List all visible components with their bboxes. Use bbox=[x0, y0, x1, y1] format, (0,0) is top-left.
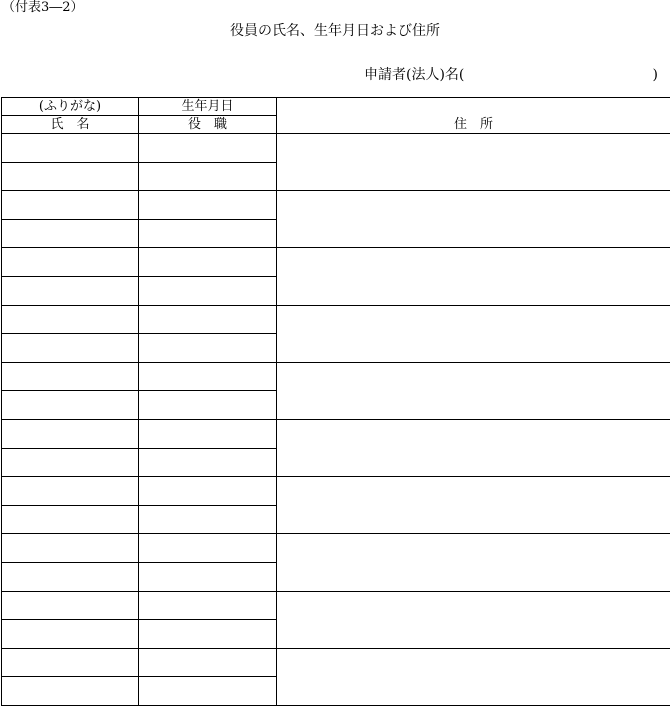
header-furigana: (ふりがな) bbox=[2, 98, 139, 116]
address-cell[interactable] bbox=[277, 648, 670, 705]
header-address: 住 所 bbox=[277, 98, 670, 134]
furigana-cell[interactable] bbox=[2, 591, 139, 620]
birthdate-cell[interactable] bbox=[139, 534, 277, 563]
furigana-cell[interactable] bbox=[2, 477, 139, 506]
position-cell[interactable] bbox=[139, 562, 277, 591]
address-cell[interactable] bbox=[277, 134, 670, 191]
header-name: 氏 名 bbox=[2, 116, 139, 134]
appendix-label: （付表3―2） bbox=[2, 0, 84, 16]
name-cell[interactable] bbox=[2, 219, 139, 248]
furigana-cell[interactable] bbox=[2, 305, 139, 334]
header-position: 役 職 bbox=[139, 116, 277, 134]
applicant-name-line bbox=[364, 66, 658, 84]
furigana-cell[interactable] bbox=[2, 419, 139, 448]
birthdate-cell[interactable] bbox=[139, 191, 277, 220]
furigana-cell[interactable] bbox=[2, 191, 139, 220]
furigana-cell[interactable] bbox=[2, 534, 139, 563]
address-cell[interactable] bbox=[277, 477, 670, 534]
birthdate-cell[interactable] bbox=[139, 591, 277, 620]
officer-row-upper bbox=[2, 305, 670, 334]
header-row-top bbox=[2, 98, 670, 116]
birthdate-cell[interactable] bbox=[139, 419, 277, 448]
address-cell[interactable] bbox=[277, 362, 670, 419]
address-cell[interactable] bbox=[277, 248, 670, 305]
name-cell[interactable] bbox=[2, 276, 139, 305]
position-cell[interactable] bbox=[139, 219, 277, 248]
furigana-cell[interactable] bbox=[2, 248, 139, 277]
birthdate-cell[interactable] bbox=[139, 477, 277, 506]
position-cell[interactable] bbox=[139, 620, 277, 649]
officer-row-upper bbox=[2, 648, 670, 677]
officer-row-upper bbox=[2, 248, 670, 277]
furigana-cell[interactable] bbox=[2, 134, 139, 163]
officer-row-upper bbox=[2, 134, 670, 163]
position-cell[interactable] bbox=[139, 276, 277, 305]
name-cell[interactable] bbox=[2, 562, 139, 591]
name-cell[interactable] bbox=[2, 162, 139, 191]
officer-row-upper bbox=[2, 419, 670, 448]
address-cell[interactable] bbox=[277, 191, 670, 248]
position-cell[interactable] bbox=[139, 334, 277, 363]
position-cell[interactable] bbox=[139, 677, 277, 706]
applicant-label: 申請者(法人)名( bbox=[364, 67, 464, 83]
birthdate-cell[interactable] bbox=[139, 648, 277, 677]
officer-row-upper bbox=[2, 191, 670, 220]
birthdate-cell[interactable] bbox=[139, 248, 277, 277]
officer-row-upper bbox=[2, 534, 670, 563]
position-cell[interactable] bbox=[139, 391, 277, 420]
officer-table bbox=[1, 97, 670, 706]
name-cell[interactable] bbox=[2, 677, 139, 706]
name-cell[interactable] bbox=[2, 620, 139, 649]
officer-row-upper bbox=[2, 362, 670, 391]
position-cell[interactable] bbox=[139, 448, 277, 477]
page-title: 役員の氏名、生年月日および住所 bbox=[0, 22, 670, 40]
name-cell[interactable] bbox=[2, 505, 139, 534]
officer-row-upper bbox=[2, 591, 670, 620]
address-cell[interactable] bbox=[277, 534, 670, 591]
applicant-close-paren: ) bbox=[653, 66, 658, 84]
birthdate-cell[interactable] bbox=[139, 134, 277, 163]
position-cell[interactable] bbox=[139, 162, 277, 191]
address-cell[interactable] bbox=[277, 419, 670, 476]
furigana-cell[interactable] bbox=[2, 648, 139, 677]
name-cell[interactable] bbox=[2, 391, 139, 420]
name-cell[interactable] bbox=[2, 334, 139, 363]
birthdate-cell[interactable] bbox=[139, 362, 277, 391]
name-cell[interactable] bbox=[2, 448, 139, 477]
birthdate-cell[interactable] bbox=[139, 305, 277, 334]
address-cell[interactable] bbox=[277, 305, 670, 362]
position-cell[interactable] bbox=[139, 505, 277, 534]
officer-row-upper bbox=[2, 477, 670, 506]
address-cell[interactable] bbox=[277, 591, 670, 648]
furigana-cell[interactable] bbox=[2, 362, 139, 391]
header-birthdate: 生年月日 bbox=[139, 98, 277, 116]
officer-table-body bbox=[2, 98, 670, 706]
